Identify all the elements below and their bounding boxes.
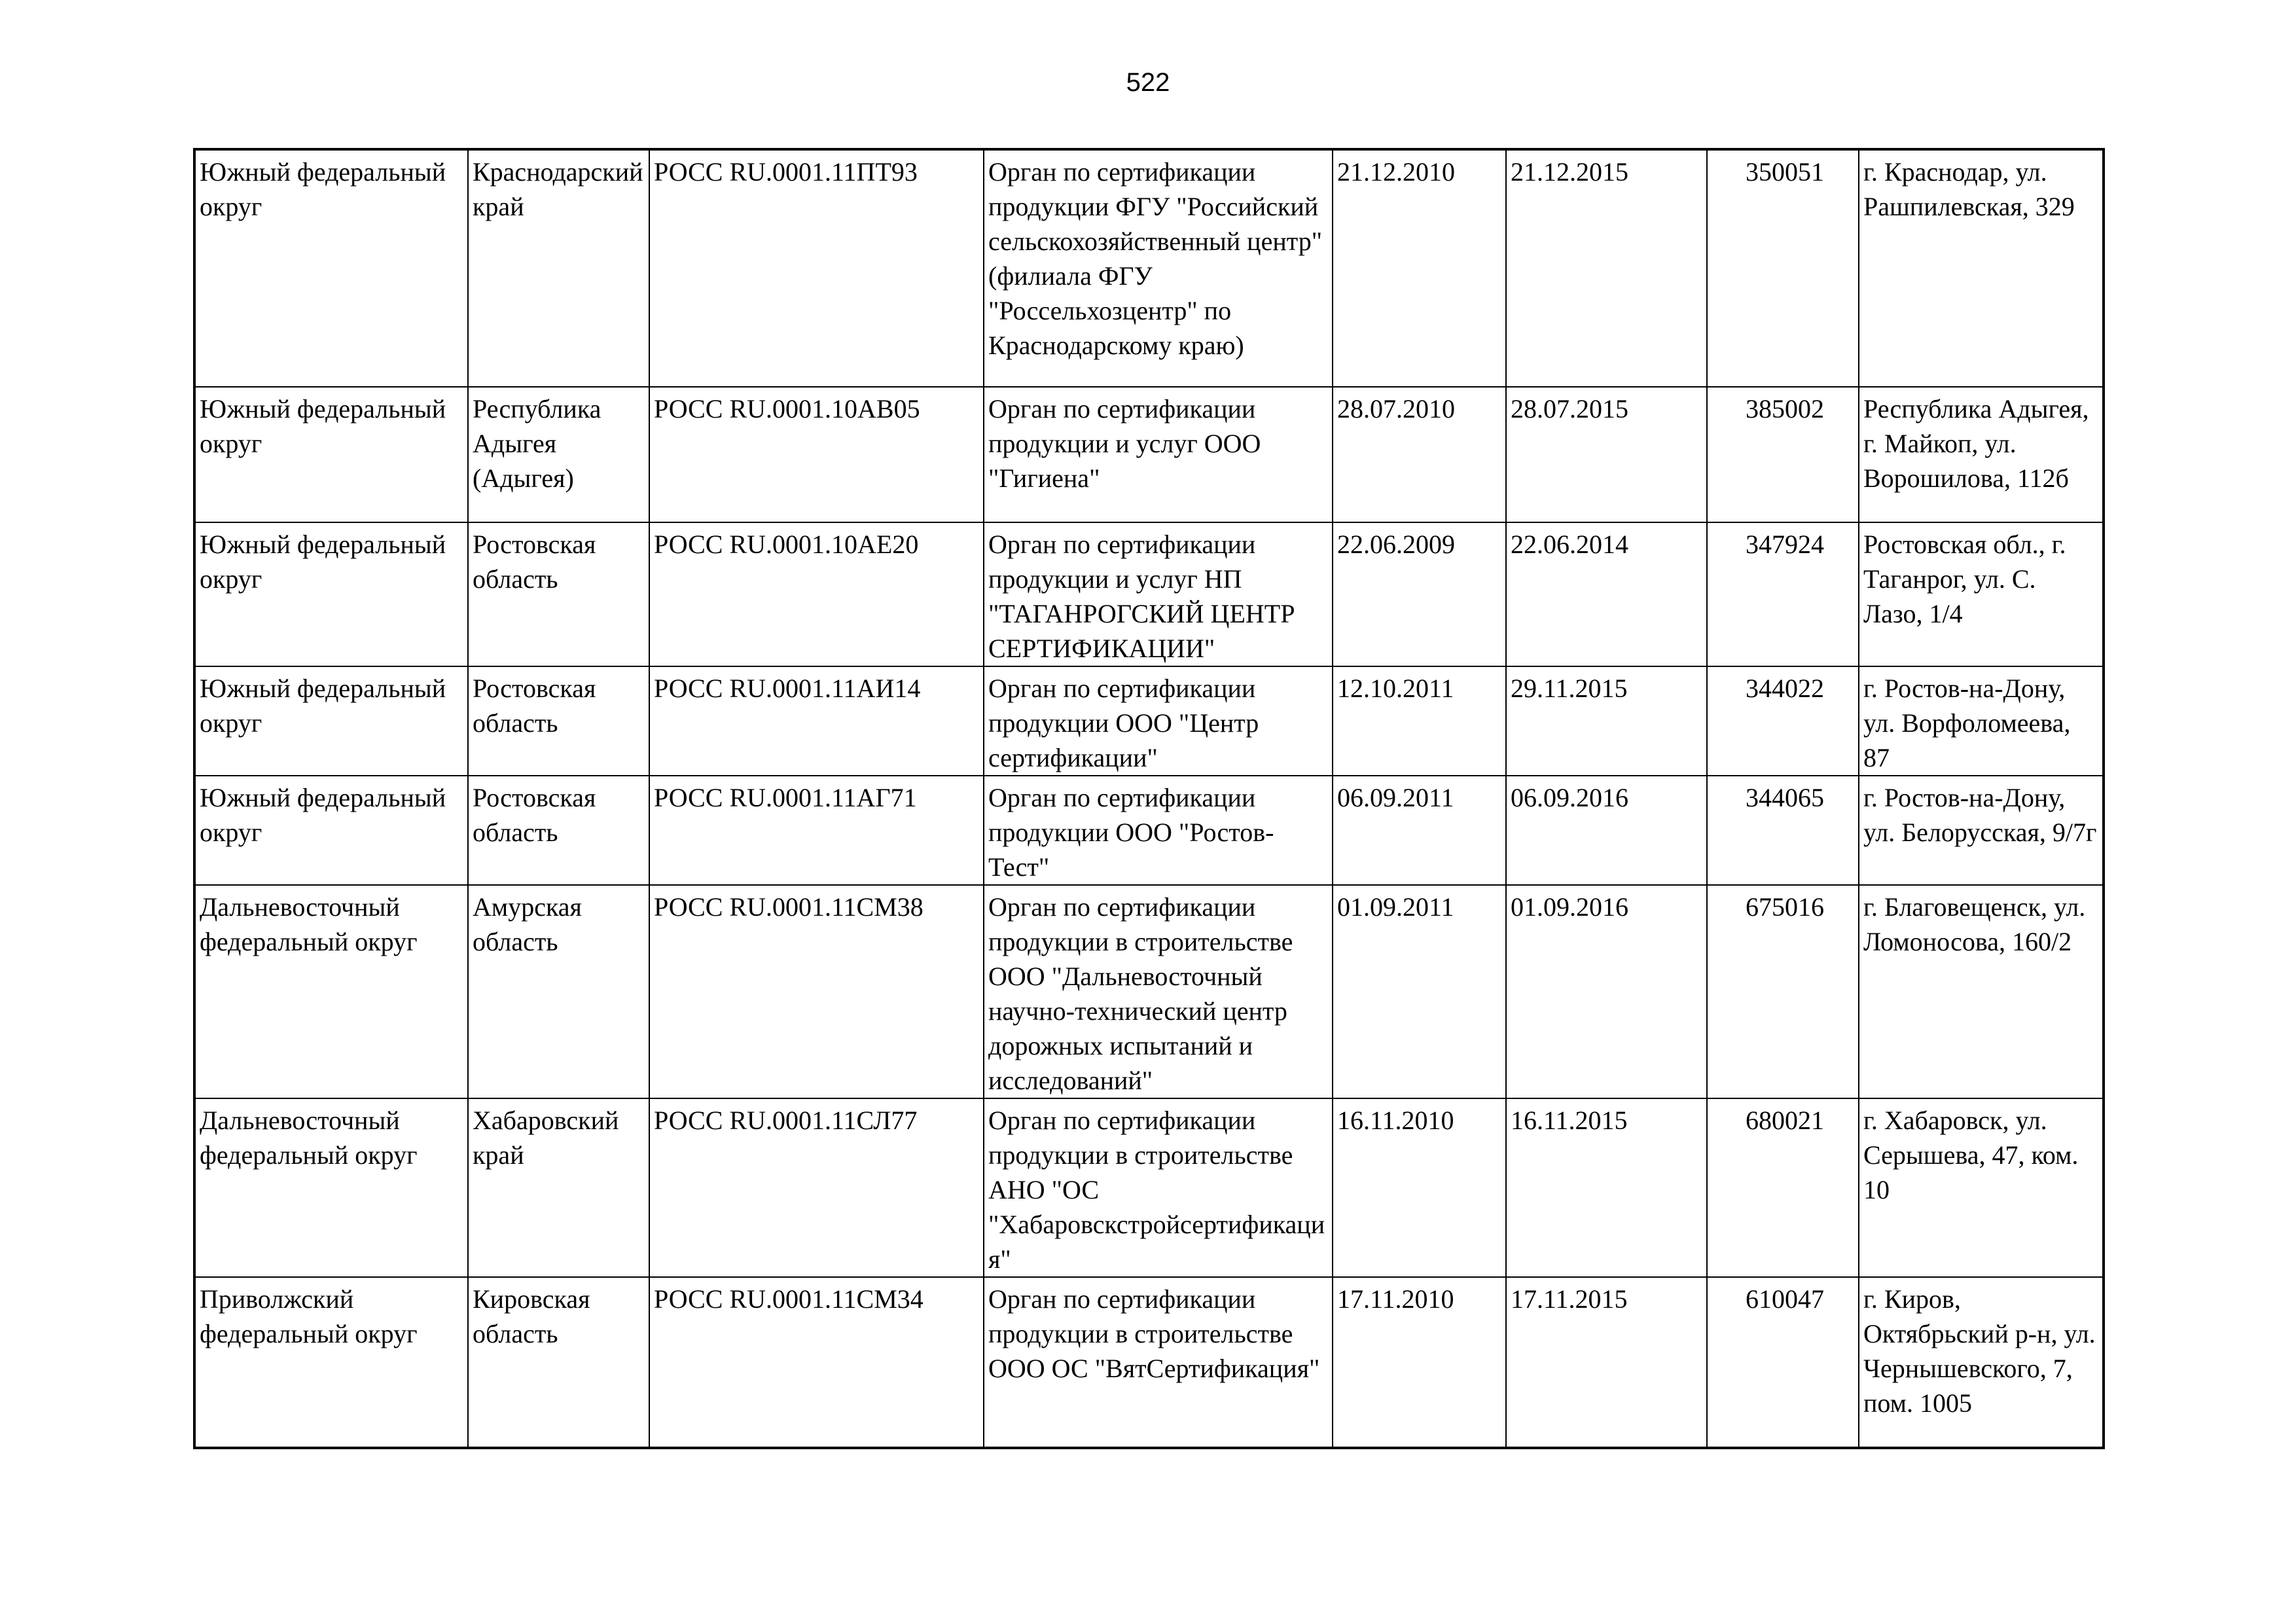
table-row: [194, 522, 2104, 666]
district-cell: Южный федеральный округ: [194, 387, 468, 522]
date-from-cell: 21.12.2010: [1333, 149, 1506, 387]
date-from-cell: 22.06.2009: [1333, 522, 1506, 666]
district-cell: Южный федеральный округ: [194, 149, 468, 387]
registration-number-cell: РОСС RU.0001.11СМ38: [649, 885, 984, 1098]
postal-code-cell: 680021: [1707, 1098, 1859, 1277]
postal-code-cell: 344022: [1707, 666, 1859, 776]
date-from-cell: 01.09.2011: [1333, 885, 1506, 1098]
page-number: 522: [1126, 68, 1170, 97]
address-cell: г. Хабаровск, ул. Серышева, 47, ком. 10: [1859, 1098, 2104, 1277]
table-row: [194, 885, 2104, 1098]
region-cell: Республика Адыгея (Адыгея): [468, 387, 649, 522]
address-cell: г. Киров, Октябрьский р-н, ул. Чернышевского, 7, пом. 1005: [1859, 1277, 2104, 1448]
table-row: [194, 666, 2104, 776]
region-cell: Ростовская область: [468, 666, 649, 776]
postal-code-cell: 610047: [1707, 1277, 1859, 1448]
date-from-cell: 12.10.2011: [1333, 666, 1506, 776]
organization-cell: Орган по сертификации продукции в строительстве АНО "ОС "Хабаровскстройсертификация": [984, 1098, 1333, 1277]
district-cell: Приволжский федеральный округ: [194, 1277, 468, 1448]
date-from-cell: 16.11.2010: [1333, 1098, 1506, 1277]
date-from-cell: 28.07.2010: [1333, 387, 1506, 522]
region-cell: Кировская область: [468, 1277, 649, 1448]
date-to-cell: 01.09.2016: [1506, 885, 1707, 1098]
postal-code-cell: 344065: [1707, 776, 1859, 885]
registration-number-cell: РОСС RU.0001.11СМ34: [649, 1277, 984, 1448]
table-row: [194, 1277, 2104, 1448]
region-cell: Ростовская область: [468, 776, 649, 885]
postal-code-cell: 350051: [1707, 149, 1859, 387]
postal-code-cell: 385002: [1707, 387, 1859, 522]
district-cell: Южный федеральный округ: [194, 776, 468, 885]
organization-cell: Орган по сертификации продукции ООО "Центр сертификации": [984, 666, 1333, 776]
date-from-cell: 06.09.2011: [1333, 776, 1506, 885]
table-row: [194, 149, 2104, 387]
date-from-cell: 17.11.2010: [1333, 1277, 1506, 1448]
date-to-cell: 16.11.2015: [1506, 1098, 1707, 1277]
district-cell: Южный федеральный округ: [194, 522, 468, 666]
organization-cell: Орган по сертификации продукции в строительстве ООО "Дальневосточный научно-технический центр дорожных испытаний и исследований": [984, 885, 1333, 1098]
registration-number-cell: РОСС RU.0001.11АИ14: [649, 666, 984, 776]
date-to-cell: 28.07.2015: [1506, 387, 1707, 522]
district-cell: Дальневосточный федеральный округ: [194, 1098, 468, 1277]
district-cell: Южный федеральный округ: [194, 666, 468, 776]
postal-code-cell: 347924: [1707, 522, 1859, 666]
region-cell: Хабаровский край: [468, 1098, 649, 1277]
registration-number-cell: РОСС RU.0001.10АВ05: [649, 387, 984, 522]
organization-cell: Орган по сертификации продукции в строительстве ООО ОС "ВятСертификация": [984, 1277, 1333, 1448]
date-to-cell: 21.12.2015: [1506, 149, 1707, 387]
region-cell: Краснодарский край: [468, 149, 649, 387]
table-row: [194, 387, 2104, 522]
date-to-cell: 17.11.2015: [1506, 1277, 1707, 1448]
address-cell: г. Краснодар, ул. Рашпилевская, 329: [1859, 149, 2104, 387]
certification-bodies-table: [193, 148, 2105, 1449]
date-to-cell: 06.09.2016: [1506, 776, 1707, 885]
organization-cell: Орган по сертификации продукции ФГУ "Российский сельскохозяйственный центр" (филиала ФГУ "Россельхозцентр" по Краснодарскому краю): [984, 149, 1333, 387]
registration-number-cell: РОСС RU.0001.11СЛ77: [649, 1098, 984, 1277]
registration-number-cell: РОСС RU.0001.10АЕ20: [649, 522, 984, 666]
address-cell: Ростовская обл., г. Таганрог, ул. С. Лазо, 1/4: [1859, 522, 2104, 666]
date-to-cell: 29.11.2015: [1506, 666, 1707, 776]
region-cell: Ростовская область: [468, 522, 649, 666]
address-cell: Республика Адыгея, г. Майкоп, ул. Ворошилова, 112б: [1859, 387, 2104, 522]
organization-cell: Орган по сертификации продукции ООО "Ростов-Тест": [984, 776, 1333, 885]
registration-number-cell: РОСС RU.0001.11ПТ93: [649, 149, 984, 387]
date-to-cell: 22.06.2014: [1506, 522, 1707, 666]
table-row: [194, 1098, 2104, 1277]
table-row: [194, 776, 2104, 885]
address-cell: г. Ростов-на-Дону, ул. Ворфоломеева, 87: [1859, 666, 2104, 776]
address-cell: г. Благовещенск, ул. Ломоносова, 160/2: [1859, 885, 2104, 1098]
district-cell: Дальневосточный федеральный округ: [194, 885, 468, 1098]
address-cell: г. Ростов-на-Дону, ул. Белорусская, 9/7г: [1859, 776, 2104, 885]
registration-number-cell: РОСС RU.0001.11АГ71: [649, 776, 984, 885]
region-cell: Амурская область: [468, 885, 649, 1098]
organization-cell: Орган по сертификации продукции и услуг НП "ТАГАНРОГСКИЙ ЦЕНТР СЕРТИФИКАЦИИ": [984, 522, 1333, 666]
organization-cell: Орган по сертификации продукции и услуг ООО "Гигиена": [984, 387, 1333, 522]
postal-code-cell: 675016: [1707, 885, 1859, 1098]
